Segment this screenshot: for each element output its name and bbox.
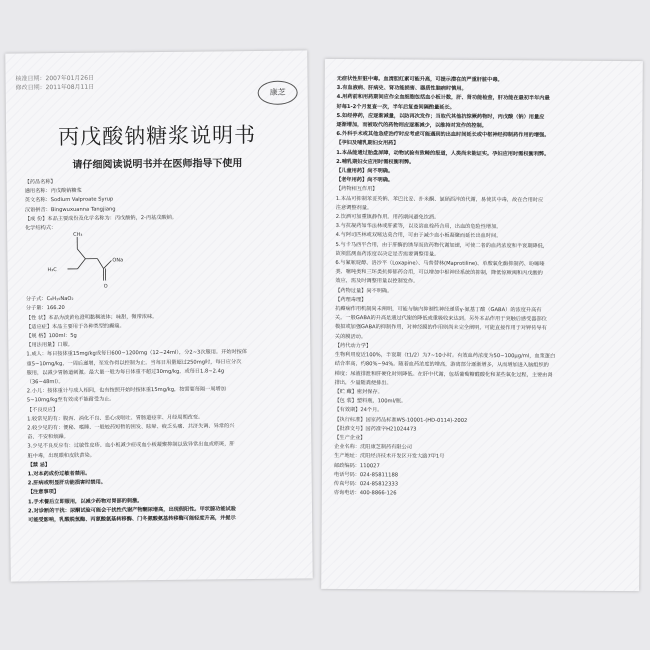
text-line: 排出，少量随粪便排出。 <box>334 379 392 387</box>
text-line: 【适应症】本品主要用于各种类型的癫痫。 <box>26 323 125 331</box>
approval-date: 核准日期：2007年01月26日 <box>15 74 95 83</box>
text-line: 传真号码：024-85812333 <box>333 480 399 488</box>
text-line: 5~10mg/kg至有效或不能耐受为止。 <box>26 396 115 404</box>
text-line: 好每1-2个月复查一次，半年后复查间隔酌量延长。 <box>336 103 455 111</box>
text-line: 3.少见不良反应有：过敏性皮疹、血小板减少症或血小板凝聚抑制以致异常出血或瘀斑，肝 <box>27 441 235 450</box>
ona-label: ONa <box>112 257 124 264</box>
text-line: 6.与氟哌啶醇、洛沙平（Loxapine）、马普替林(Maprotiline)、单胺氧化酶抑制药、吩噻嗪 <box>335 260 545 268</box>
text-line: 【孕妇及哺乳期妇女用药】 <box>336 140 399 147</box>
text-line: 类、噻吨类和三环类抗抑郁药合用，可以增加中枢神经系统的抑制，降低惊厥阈和丙戊酸的 <box>335 269 543 277</box>
text-line: 【药代动力学】 <box>334 342 372 350</box>
text-line: （36~48ml）。 <box>26 379 64 386</box>
text-line: 【药理毒理】 <box>335 296 367 304</box>
text-line: 6.外科手术或其他急症治疗时应考虑可能遇到的出血时间延长或中枢神经抑制药作用的增强。 <box>336 131 550 139</box>
text-line: 无症状性肝脏中毒。血清胆红素可能升高，可提示潜在的严重肝脏中毒。 <box>336 75 503 84</box>
text-line: 2.哺乳期妇女应用时需权衡利弊。 <box>336 158 415 166</box>
text-line: 可能受影响，乳酸脱氢酶、丙氨酸氨基转移酶、门冬氨酸氨基转移酶可能轻度升高，并提示 <box>28 515 236 524</box>
text-line: 关。一般GABA的升高是通过代谢的降低或重吸收来达到。另外本品作用于突触后感受器部位 <box>335 315 547 323</box>
text-line: 奋、不安和烦躁。 <box>27 434 69 441</box>
text-line: 2.对诊断的干扰：尿酮试验可能会干扰性代谢产物酮尿增高，出现假阳性。甲状腺功能试验 <box>28 506 236 515</box>
right-body-text <box>334 75 629 500</box>
left-body-text <box>25 176 301 526</box>
text-line: 4.用药前和用药期间应作全血细胞包括血小板计数，肝、肾功能检查，肝功能在最初半年内最 <box>336 94 550 102</box>
text-line: 逐渐增加，而被取代的药物则应逐渐减少，以维持对发作的控制。 <box>336 121 487 130</box>
right-leaflet-page <box>321 59 643 591</box>
text-line: 分子量：166.20 <box>25 305 65 312</box>
text-line: 1.较常见的有：腹泻、消化不良、恶心或呕吐、胃肠道痉挛、月经周期改变。 <box>27 414 204 423</box>
text-line: 生产地址：沈阳经济技术开发区开发大路7甲1号 <box>334 453 445 461</box>
text-line: 5.如经停药，应逐渐减量，以防再次发作；当取代其他抗惊厥药物时，丙戊酸（钠）用量应 <box>336 112 545 121</box>
text-line: 1.对本药成份过敏者禁用。 <box>27 470 91 478</box>
text-line: 【禁 忌】 <box>27 462 51 469</box>
text-line: 【性 状】本品为淡黄色澄明黏稠液体；味甜，微带浓味。 <box>25 313 158 322</box>
text-line: 【贮 藏】密封保存。 <box>334 388 383 396</box>
text-line: 脏中毒，出现眼和皮肤黄染。 <box>27 452 95 460</box>
text-line: 注意调整剂量。 <box>335 204 373 212</box>
text-line: 【成 份】本品主要成份及化学名称为：丙戊酸钠，2-丙基戊酸钠。 <box>24 214 178 223</box>
text-line: 4.与阿司匹林或双嘧达莫合用，可由于减少血小板凝聚而延长出血时间。 <box>335 232 502 240</box>
text-line: 【儿童用药】尚不明确。 <box>336 168 394 175</box>
text-line: 生物利用度近100%，半衰期（t1/2）为7~10小时。有效血药浓度为50~100μg/ml，血浆蛋白 <box>334 352 556 360</box>
text-line: 电话号码：024-85811188 <box>333 471 399 479</box>
text-line: 模拟或加强GABA的抑制作用，对神经膜的作用则尚未完全阐明，可能直接作用于对钾传导有 <box>334 324 547 332</box>
text-line: 3.有血液病、肝病史、肾功能损害、器质性脑病时慎用。 <box>336 85 467 93</box>
text-line: 5.与卡马西平合用，由于肝酶的诱导而致药物代谢加速，可使二者的血药浓度和半衰期降低， <box>335 241 549 250</box>
document-subtitle: 请仔细阅读说明书并在医师指导下使用 <box>72 158 243 171</box>
chemical-structure <box>25 231 298 296</box>
text-line: 咨询电话：400-8866-126 <box>333 490 397 497</box>
left-leaflet-page <box>5 50 313 581</box>
text-line: 分子式：C₈H₁₅NaO₂ <box>25 296 74 303</box>
text-line: 1.本品能通过胎盘屏障，动物试验有致畸的报道，人类尚未能证实。孕妇应用时需权衡利弊。 <box>336 149 550 158</box>
text-line: 【包 装】塑料瓶，100ml/瓶。 <box>334 398 407 405</box>
text-line: 1.本品可抑制苯妥英钠、苯巴比妥、扑米酮、氯硝西泮的代谢，易使其中毒，故在合用时应 <box>335 195 544 204</box>
text-line: 梯度；尿液排泄和肝硬化时则降低。在肝中代谢，包括葡萄糖醛酸化和某些氧化过程，主要由肾 <box>334 370 553 378</box>
text-line: 【老年用药】尚不明确。 <box>335 177 394 184</box>
text-line: 1.手术餐后立即服用，以减少药物对胃部的刺激。 <box>27 497 143 506</box>
ch3-label: CH₃ <box>73 232 83 239</box>
text-line: 【药物相互作用】 <box>335 186 378 193</box>
text-line: 效应，需及时调整用量以控制发作。 <box>335 278 419 286</box>
text-line: 抗癫痫作用机制尚未阐明，可能与脑内抑制性神经递质γ-氨基丁酸（GABA）的浓度升高有 <box>335 306 542 314</box>
text-line: 服用，以减少胃肠道刺激。最大量一般为每日体重不超过30mg/kg，或每日1.8~2.4g <box>26 368 225 377</box>
h3c-label: H₃C <box>47 267 57 274</box>
text-line: 化学结构式： <box>25 225 57 232</box>
text-line: 【药品名称】 <box>24 179 56 186</box>
text-line: 2.小儿：按体重计与成人相同，也有按照开始时按体重15mg/kg，按需要每隔一周增加 <box>26 386 226 395</box>
text-line: 企业名称：沈阳康芝制药有限公司 <box>334 444 412 451</box>
text-line: 【批准文号】国药准字H21024473 <box>334 425 417 433</box>
text-line: 【药物过量】尚不明确。 <box>335 287 393 295</box>
text-line: 故须监测血药浓度以决定是否需要调整用量。 <box>335 250 440 258</box>
text-line: 英文名称：Sodium Valproate Syrup <box>24 196 114 204</box>
oxygen-label: O <box>103 283 108 290</box>
text-line: 结合率高，约80%~94%。随着血药浓度的增高，游离部分逐渐增多，从而增加进入脑组织的 <box>334 361 549 369</box>
text-line: 【用法用量】口服。 <box>26 342 74 349</box>
revision-date: 修改日期：2011年08月11日 <box>15 83 95 92</box>
text-line: 【注意事项】 <box>27 489 60 496</box>
text-line: 2.较少见的有：便秘、嗜睡、一般较药短暂的困发、眩晕、疲乏头痛、共济失调、异常的兴 <box>27 423 235 432</box>
text-line: 通用名称：丙戊酸钠糖浆 <box>24 188 82 195</box>
text-line: 邮政编码：110027 <box>333 462 380 469</box>
text-line: 汉语拼音：Bingwuxuanna Tangjiang <box>24 206 116 214</box>
text-line: 【生产企业】 <box>334 434 366 442</box>
text-line: 【规 格】100ml：5g <box>26 332 77 340</box>
text-line: 重5~10mg/kg，一周后递增，至发作得以控制为止。当每日用量超过250mg时，每日应分次 <box>26 358 242 368</box>
text-line: 【不良反应】 <box>26 406 59 414</box>
text-line: 【有效期】24个月。 <box>334 407 383 414</box>
text-line: 【执行标准】国家药品标准WS-10001-(HD-0114)-2002 <box>334 416 468 424</box>
text-line: 1.成人：每日按体重15mg/kg或每日600~1200mg（12~24ml），分2~3次服用。开始时按体 <box>26 349 248 358</box>
text-line: 2.饮酒可加重镇静作用。用药期间避免饮酒。 <box>335 214 440 221</box>
text-line: 3.与抗凝药如华法林或肝素等，以及溶血栓药合用，出血的危险性增加。 <box>335 223 502 231</box>
brand-logo-stamp: 康芝 <box>258 81 298 105</box>
document-title: 丙戊酸钠糖浆说明书 <box>57 122 257 150</box>
text-line: 关的膜活动。 <box>334 333 367 340</box>
text-line: 2.肝病或明显肝功能损害时禁用。 <box>27 479 106 487</box>
